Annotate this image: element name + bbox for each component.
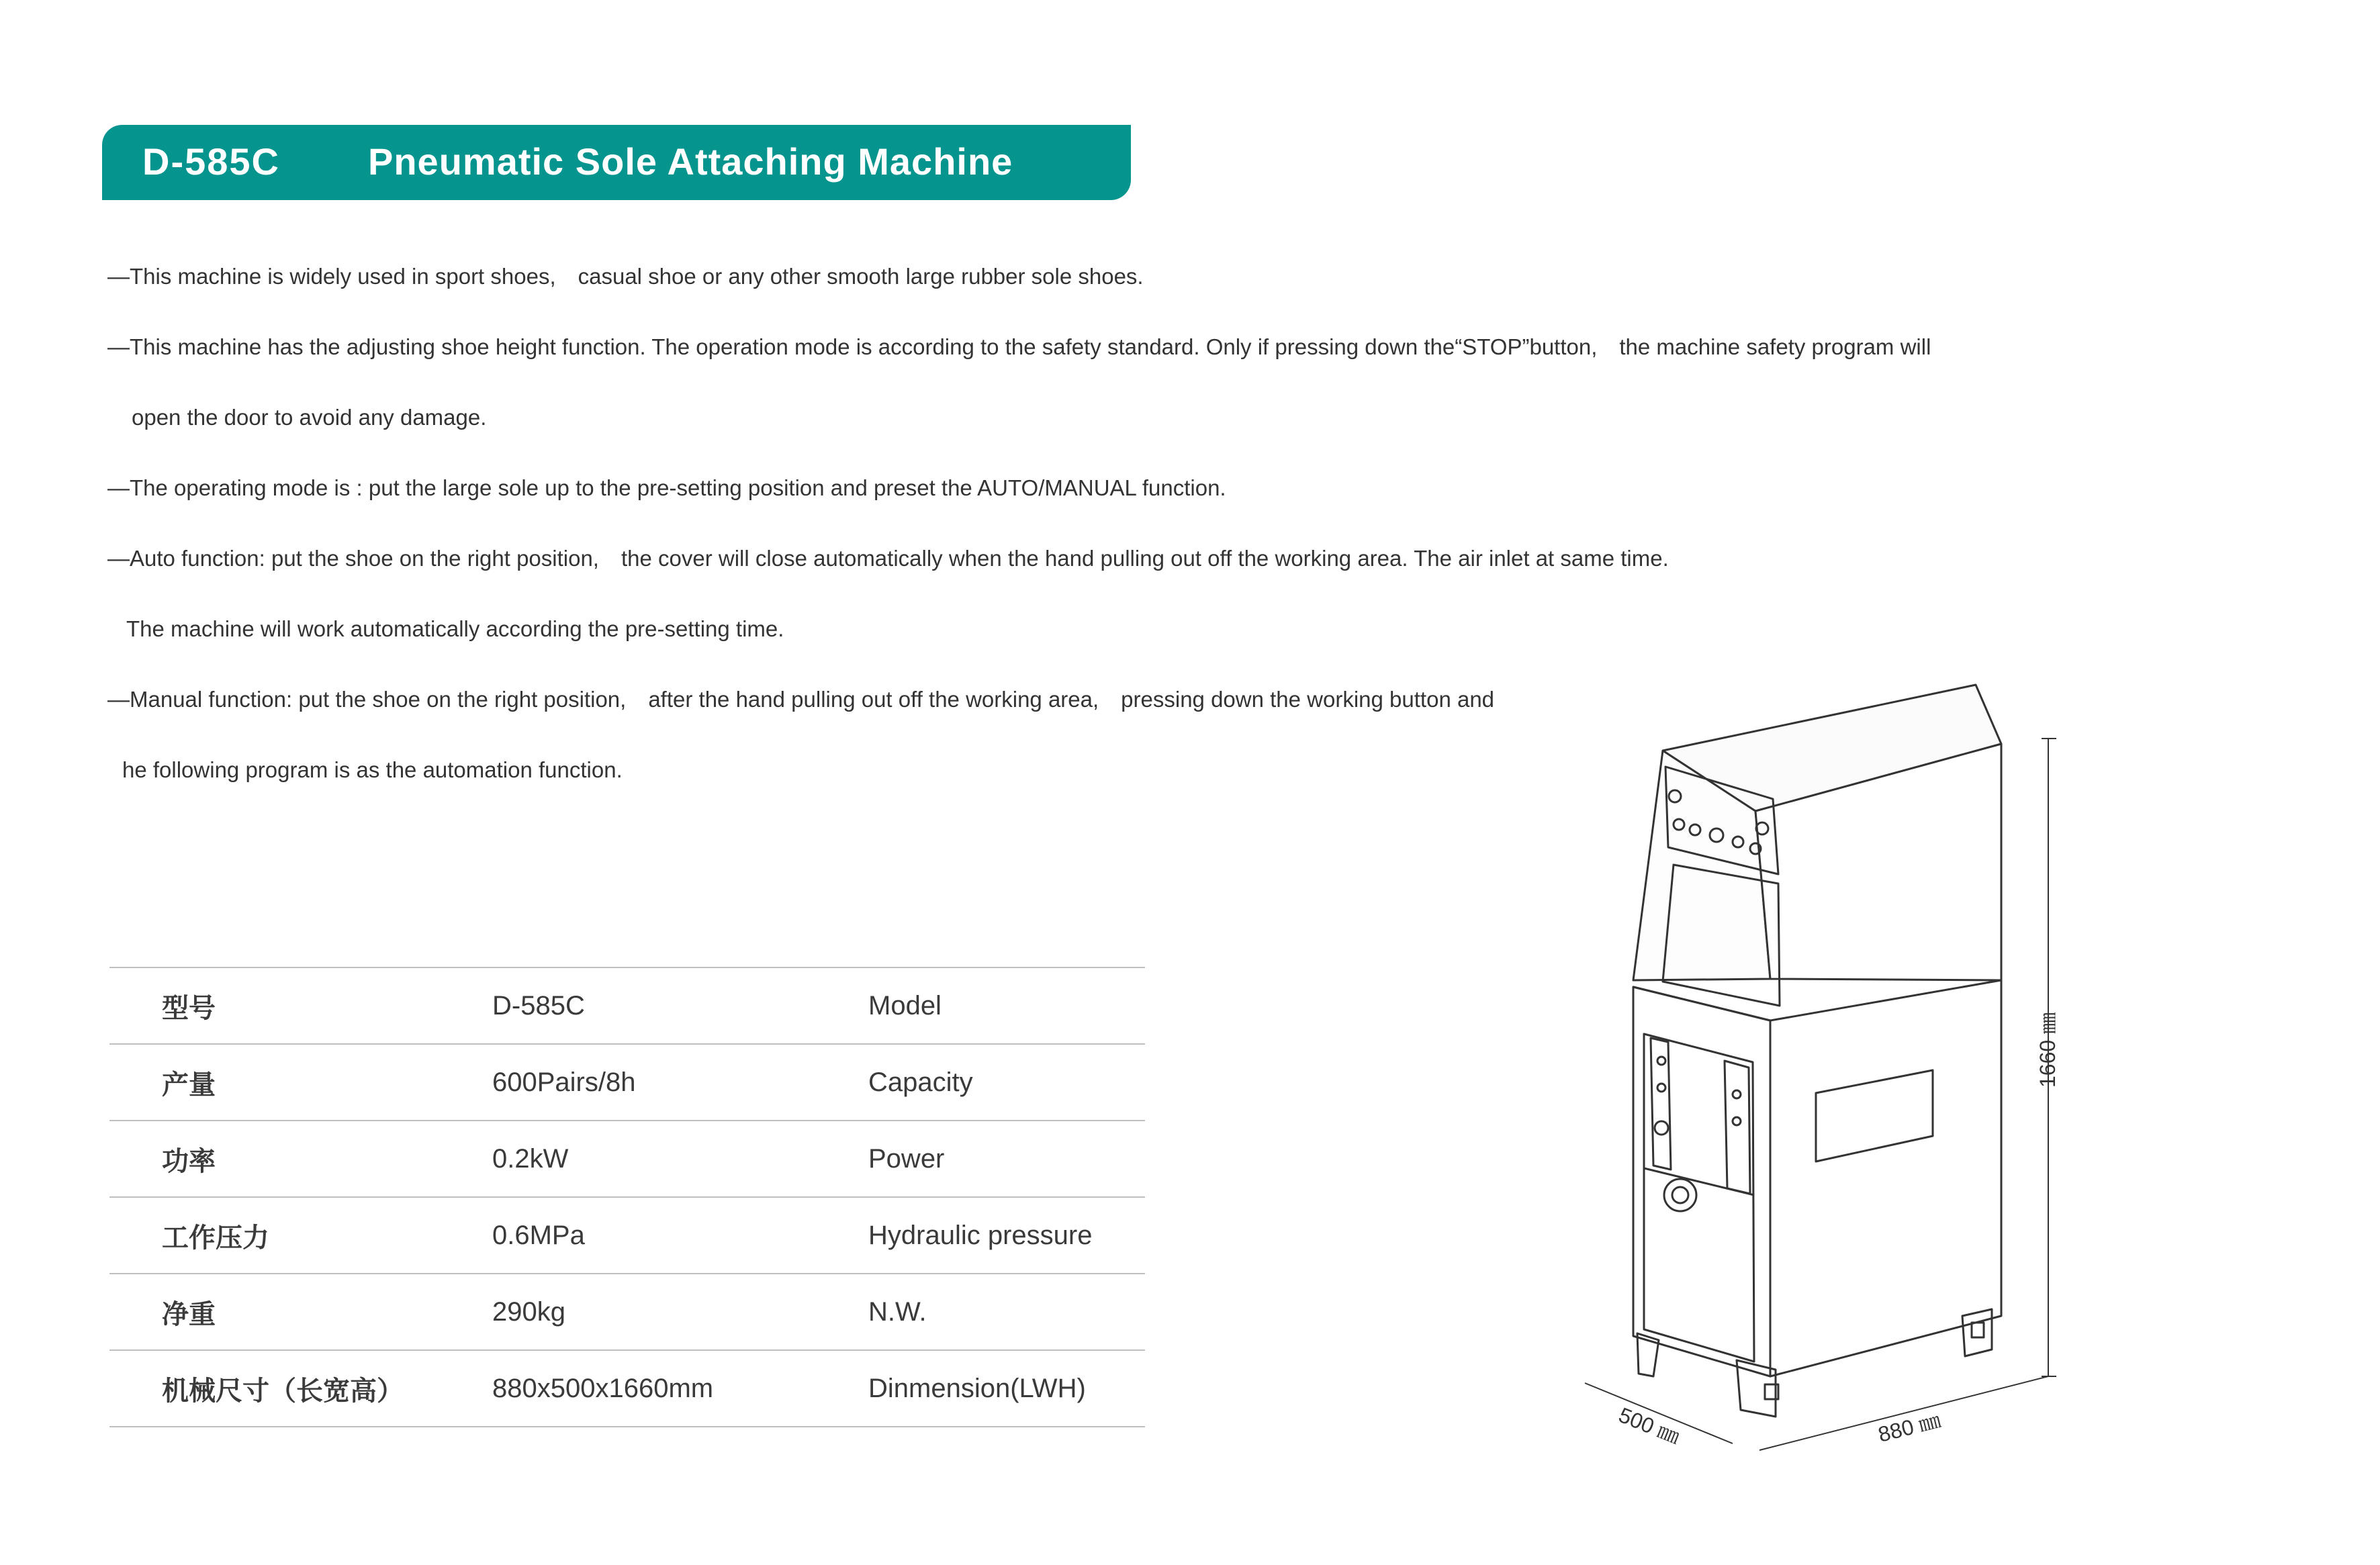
spec-label-en: Capacity: [868, 1044, 1145, 1121]
spec-label-en: Dinmension(LWH): [868, 1350, 1145, 1427]
spec-label-en: Model: [868, 967, 1145, 1044]
description-line: open the door to avoid any damage.: [132, 405, 487, 430]
spec-label-cn: 功率: [109, 1121, 492, 1197]
page-title: Pneumatic Sole Attaching Machine: [368, 140, 1013, 183]
spec-value: 0.6MPa: [492, 1197, 868, 1274]
table-row: [109, 1121, 1145, 1197]
table-row: [109, 1350, 1145, 1427]
table-row: [109, 967, 1145, 1044]
description-line: he following program is as the automation function.: [122, 757, 623, 782]
machine-drawing: [1545, 671, 2122, 1490]
spec-label-cn: 产量: [109, 1044, 492, 1121]
dimension-height: 1660 ㎜: [2035, 1012, 2060, 1088]
spec-label-en: Hydraulic pressure: [868, 1197, 1145, 1274]
table-row: [109, 1274, 1145, 1350]
title-banner: [102, 125, 1131, 200]
dimension-depth: 500 ㎜: [1615, 1403, 1684, 1449]
description-line: —The operating mode is : put the large sole up to the pre-setting position and preset the AUTO/MANUAL function.: [107, 475, 1226, 500]
table-row: [109, 1044, 1145, 1121]
spec-label-cn: 型号: [109, 967, 492, 1044]
dimension-length: 880 ㎜: [1875, 1408, 1943, 1447]
spec-label-cn: 机械尺寸（长宽高）: [109, 1350, 492, 1427]
spec-value: 600Pairs/8h: [492, 1044, 868, 1121]
spec-label-en: N.W.: [868, 1274, 1145, 1350]
spec-label-cn: 工作压力: [109, 1197, 492, 1274]
spec-label-en: Power: [868, 1121, 1145, 1197]
description-line: —Manual function: put the shoe on the right position, after the hand pulling out off the working area, pressing down the working button and: [107, 687, 1495, 712]
table-row: [109, 1197, 1145, 1274]
description-line: —Auto function: put the shoe on the right position, the cover will close automatically when the hand pulling out off the working area. The air inlet at same time.: [107, 546, 1669, 571]
spec-value: D-585C: [492, 967, 868, 1044]
description-line: —This machine is widely used in sport shoes, casual shoe or any other smooth large rubber sole shoes.: [107, 264, 1144, 289]
description-line: The machine will work automatically according the pre-setting time.: [126, 616, 784, 641]
model-number: D-585C: [142, 140, 280, 183]
spec-label-cn: 净重: [109, 1274, 492, 1350]
spec-value: 0.2kW: [492, 1121, 868, 1197]
spec-table: [109, 967, 1145, 1427]
description-line: —This machine has the adjusting shoe height function. The operation mode is according to the safety standard. Only if pressing down the“STOP”button, the machine safety program will: [107, 334, 1931, 359]
spec-value: 880x500x1660mm: [492, 1350, 868, 1427]
spec-value: 290kg: [492, 1274, 868, 1350]
